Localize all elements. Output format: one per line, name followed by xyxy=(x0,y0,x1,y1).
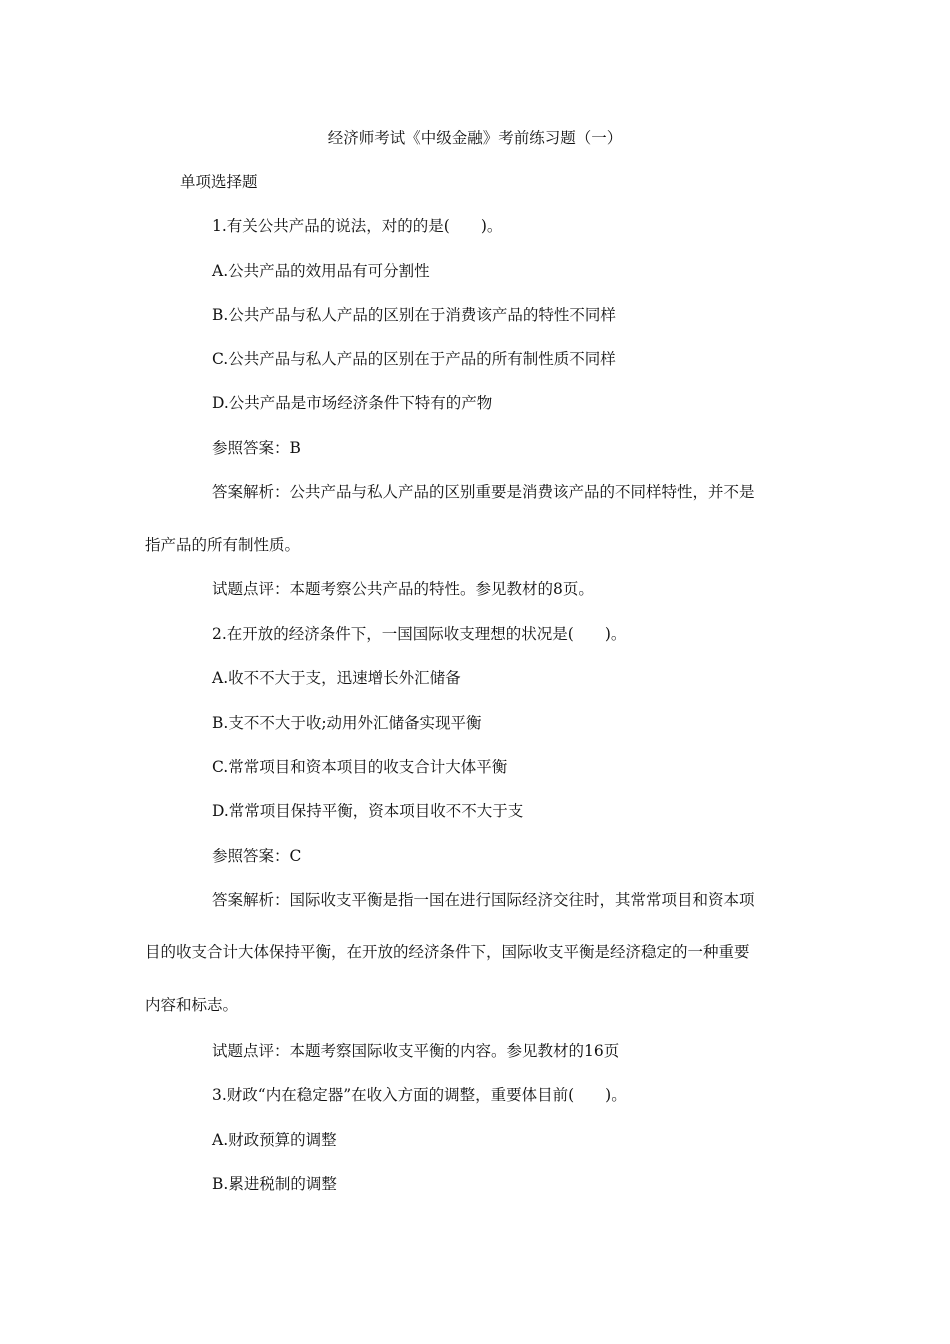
question-2-analysis-line-3: 内容和标志。 xyxy=(145,996,239,1014)
question-1-stem: 1.有关公共产品的说法，对的的是( )。 xyxy=(212,217,503,235)
question-2-option-c: C.常常项目和资本项目的收支合计大体平衡 xyxy=(212,758,508,776)
question-2-analysis-line-2: 目的收支合计大体保持平衡，在开放的经济条件下，国际收支平衡是经济稳定的一种重要 xyxy=(145,943,750,961)
question-1-comment: 试题点评：本题考察公共产品的特性。参见教材的8页。 xyxy=(212,580,594,598)
question-1-option-b: B.公共产品与私人产品的区别在于消费该产品的特性不同样 xyxy=(212,306,616,324)
question-2-comment: 试题点评：本题考察国际收支平衡的内容。参见教材的16页 xyxy=(212,1042,620,1060)
question-3-stem: 3.财政“内在稳定器”在收入方面的调整，重要体目前( )。 xyxy=(212,1086,627,1104)
question-2-option-b: B.支不不大于收;动用外汇储备实现平衡 xyxy=(212,714,482,732)
section-heading: 单项选择题 xyxy=(180,173,258,191)
question-1-option-a: A.公共产品的效用品有可分割性 xyxy=(212,262,430,280)
question-2-option-d: D.常常项目保持平衡，资本项目收不不大于支 xyxy=(212,802,524,820)
question-1-option-c: C.公共产品与私人产品的区别在于产品的所有制性质不同样 xyxy=(212,350,616,368)
question-1-analysis-line-1: 答案解析：公共产品与私人产品的区别重要是消费该产品的不同样特性，并不是 xyxy=(212,483,755,501)
question-2-answer: 参照答案：C xyxy=(212,847,302,865)
question-1-analysis-line-2: 指产品的所有制性质。 xyxy=(145,536,301,554)
question-1-answer: 参照答案：B xyxy=(212,439,301,457)
document-title: 经济师考试《中级金融》考前练习题（一） xyxy=(327,129,623,147)
question-2-option-a: A.收不不大于支，迅速增长外汇储备 xyxy=(212,669,461,687)
question-2-analysis-line-1: 答案解析：国际收支平衡是指一国在进行国际经济交往时，其常常项目和资本项 xyxy=(212,891,755,909)
question-1-option-d: D.公共产品是市场经济条件下特有的产物 xyxy=(212,394,493,412)
question-3-option-b: B.累进税制的调整 xyxy=(212,1175,337,1193)
question-3-option-a: A.财政预算的调整 xyxy=(212,1131,337,1149)
question-2-stem: 2.在开放的经济条件下，一国国际收支理想的状况是( )。 xyxy=(212,625,627,643)
